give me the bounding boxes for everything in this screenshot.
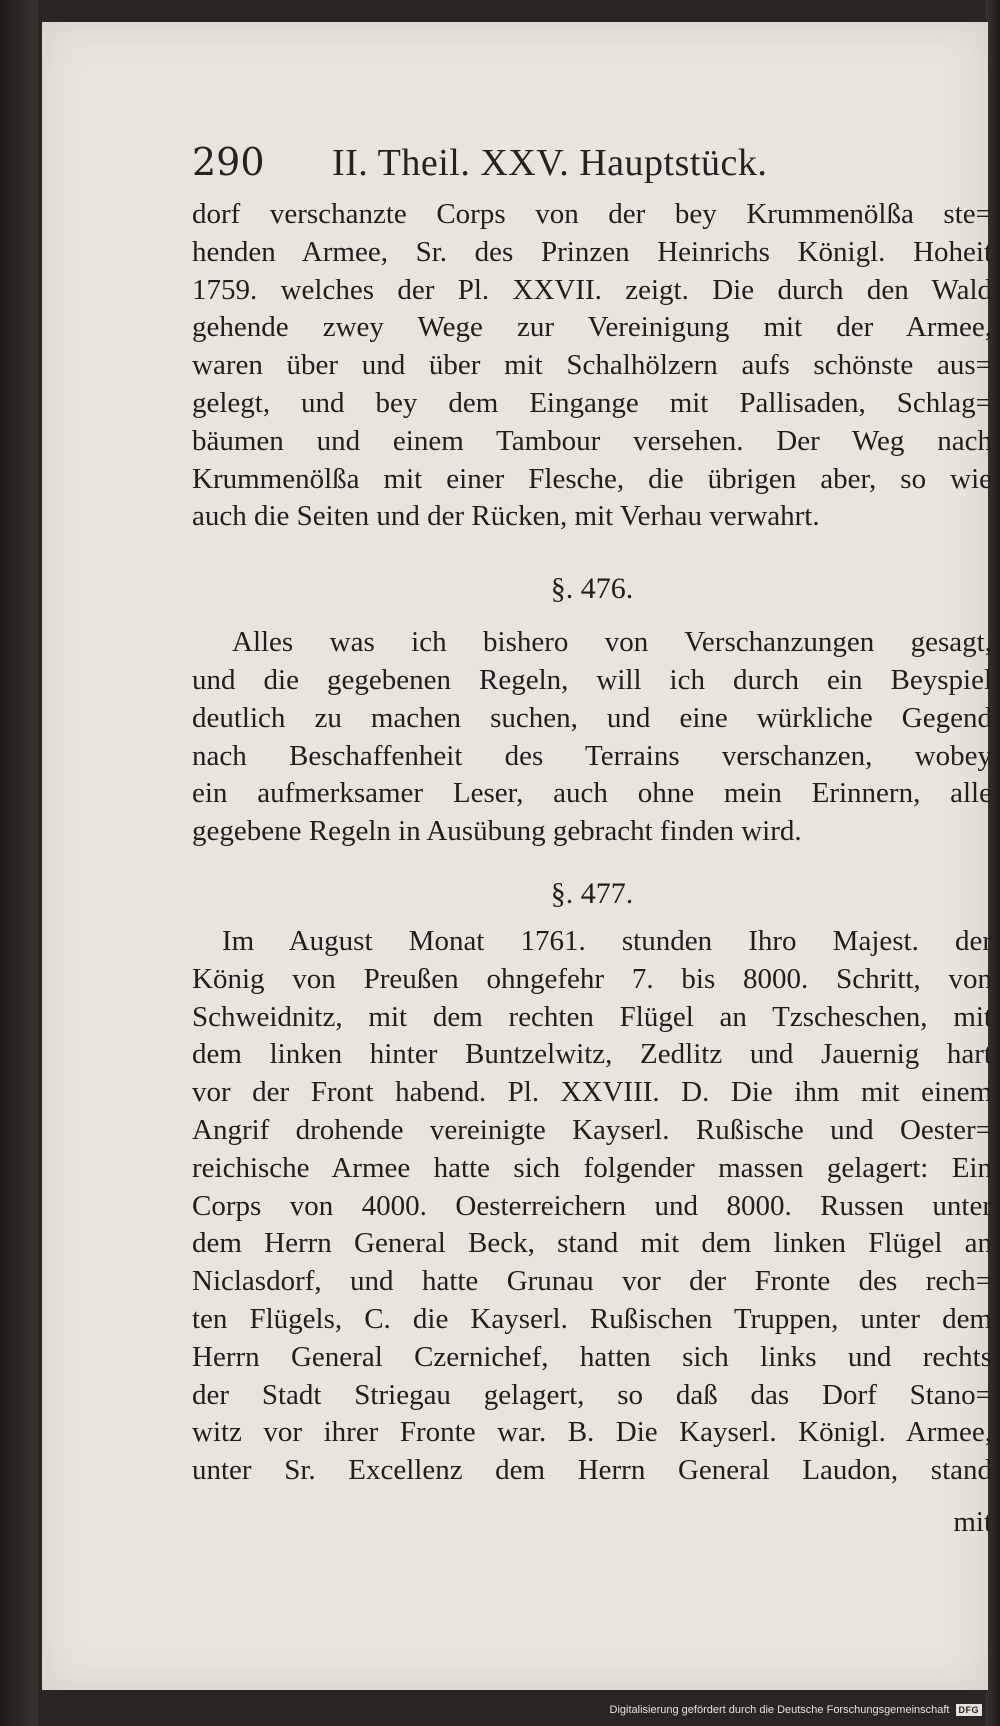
text-line: unter Sr. Excellenz dem Herrn General Laudon, stand [192,1454,992,1487]
paragraph-continuation [192,196,992,536]
page-text-area [192,140,992,1490]
text-line: witz vor ihrer Fronte war. B. Die Kayserl. Königl. Armee, [192,1416,992,1449]
text-line: Corps von 4000. Oesterreichern und 8000. Russen unter [192,1189,992,1222]
text-line: Niclasdorf, und hatte Grunau vor der Fronte des rech= [192,1265,992,1298]
paragraph-477 [192,923,992,1490]
text-line: auch die Seiten und der Rücken, mit Verhau verwahrt. [192,500,820,533]
text-line: ten Flügels, C. die Kayserl. Rußischen Truppen, unter dem [192,1302,992,1335]
text-line: gehende zwey Wege zur Vereinigung mit der Armee, [192,311,992,344]
text-line: Herrn General Czernichef, hatten sich links und rechts [192,1340,992,1373]
book-page [42,22,992,1690]
page-number: 290 [192,140,265,184]
text-line: Krummenölßa mit einer Flesche, die übrigen aber, so wie [192,462,992,495]
text-line: der Stadt Striegau gelagert, so daß das Dorf Stano= [192,1378,992,1411]
text-line: reichische Armee hatte sich folgender massen gelagert: Ein [192,1151,992,1184]
digitization-credit-text: Digitalisierung gefördert durch die Deutsche Forschungsgemeinschaft [609,1704,950,1716]
text-line: 1759. welches der Pl. XXVII. zeigt. Die durch den Wald [192,273,992,306]
text-line: Im August Monat 1761. stunden Ihro Majest. der [222,924,992,957]
digitization-credit [610,1704,982,1716]
text-line: deutlich zu machen suchen, und eine würkliche Gegend [192,701,992,734]
text-line: Angrif drohende vereinigte Kayserl. Rußische und Oester= [192,1113,992,1146]
text-line: Schweidnitz, mit dem rechten Flügel an Tzscheschen, mit [192,1000,992,1033]
running-title: II. Theil. XXV. Hauptstück. [332,142,768,184]
dfg-logo: DFG [956,1704,983,1716]
text-line: waren über und über mit Schalhölzern aufs schönste aus= [192,349,992,382]
text-line: dem linken hinter Buntzelwitz, Zedlitz und Jauernig hart [192,1038,992,1071]
paragraph-476 [192,624,992,851]
text-line: nach Beschaffenheit des Terrains verschanzen, wobey [192,739,992,772]
running-head [192,140,992,196]
text-line: dem Herrn General Beck, stand mit dem linken Flügel an [192,1227,992,1260]
text-line: vor der Front habend. Pl. XXVIII. D. Die ihm mit einem [192,1076,992,1109]
catchword: mit [953,1506,992,1538]
section-heading-476: §. 476. [550,572,634,606]
text-line: gelegt, und bey dem Eingange mit Pallisaden, Schlag= [192,386,992,419]
text-line: gegebene Regeln in Ausübung gebracht finden wird. [192,815,802,848]
text-line: bäumen und einem Tambour versehen. Der Weg nach [192,424,992,457]
text-line: ein aufmerksamer Leser, auch ohne mein Erinnern, alle [192,777,992,810]
text-line: henden Armee, Sr. des Prinzen Heinrichs Königl. Hoheit [192,235,992,268]
text-line: König von Preußen ohngefehr 7. bis 8000. Schritt, von [192,962,992,995]
scan-edge-left [0,0,38,1726]
text-line: dorf verschanzte Corps von der bey Krummenölßa ste= [192,198,992,230]
section-heading-477: §. 477. [550,876,634,910]
text-line: und die gegebenen Regeln, will ich durch ein Beyspiel [192,663,992,696]
text-line: Alles was ich bishero von Verschanzungen gesagt, [232,626,992,659]
